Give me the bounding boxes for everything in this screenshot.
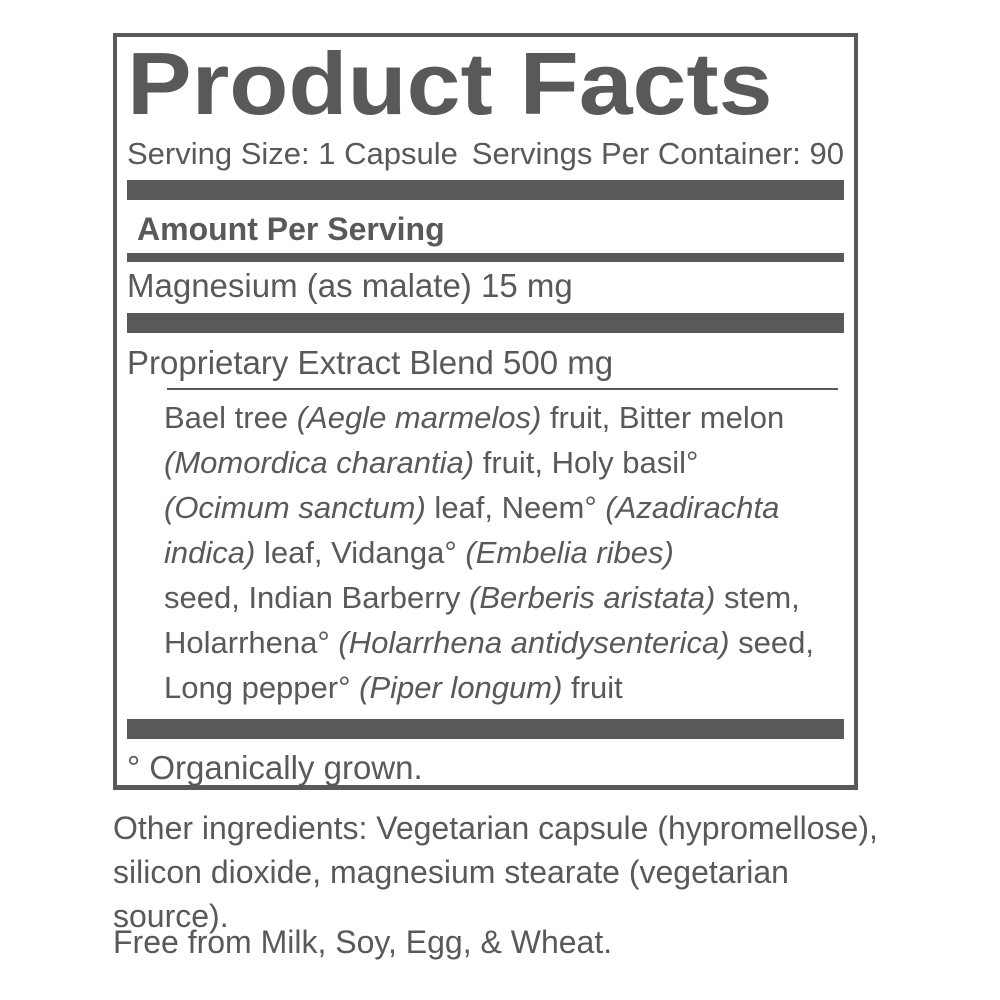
- blend-ingredients-line: Holarrhena° (Holarrhena antidysenterica) seed,: [164, 625, 814, 660]
- thick-divider-top: [127, 180, 844, 200]
- product-facts-panel: [113, 33, 858, 790]
- proprietary-blend-row: Proprietary Extract Blend 500 mg: [127, 344, 614, 381]
- blend-ingredients-list: [164, 395, 844, 710]
- panel-title: Product Facts: [127, 34, 773, 133]
- serving-size-label: Serving Size: 1 Capsule: [127, 136, 458, 171]
- other-ingredients-statement: [113, 806, 913, 938]
- blend-underline-rule: [167, 388, 838, 390]
- blend-ingredients-line: Bael tree (Aegle marmelos) fruit, Bitter melon: [164, 400, 785, 435]
- serving-info-row: [127, 137, 844, 171]
- other-ingredients-line1: Other ingredients: Vegetarian capsule (hypromellose),: [113, 810, 878, 846]
- amount-per-serving-heading: Amount Per Serving: [137, 211, 445, 247]
- organically-grown-footnote: ° Organically grown.: [127, 749, 423, 786]
- other-ingredients-line2: silicon dioxide, magnesium stearate (vegetarian source).: [113, 854, 789, 934]
- magnesium-row: Magnesium (as malate) 15 mg: [127, 267, 573, 304]
- allergen-free-statement: Free from Milk, Soy, Egg, & Wheat.: [113, 924, 613, 960]
- servings-per-container-label: Servings Per Container: 90: [471, 136, 844, 171]
- thick-divider-middle: [127, 313, 844, 333]
- thick-divider-bottom: [127, 719, 844, 739]
- blend-ingredients-line: (Ocimum sanctum) leaf, Neem° (Azadirachta: [164, 490, 780, 525]
- blend-ingredients-line: Long pepper° (Piper longum) fruit: [164, 670, 623, 705]
- blend-ingredients-line: seed, Indian Barberry (Berberis aristata) stem,: [164, 580, 800, 615]
- medium-divider: [127, 253, 844, 262]
- blend-ingredients-line: indica) leaf, Vidanga° (Embelia ribes): [164, 535, 674, 570]
- blend-ingredients-line: (Momordica charantia) fruit, Holy basil°: [164, 445, 699, 480]
